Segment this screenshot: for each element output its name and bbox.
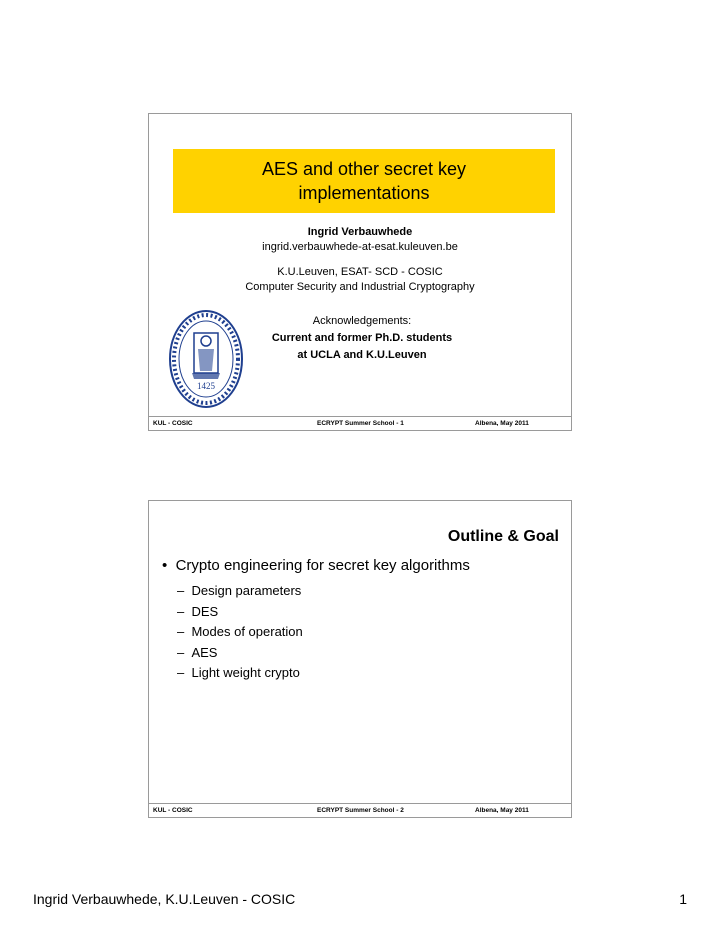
slide-1-footer-left: KUL - COSIC xyxy=(153,420,193,427)
list-item: – Light weight crypto xyxy=(177,665,300,680)
slide-2-footer-divider xyxy=(149,803,571,804)
slide-1 xyxy=(148,113,572,431)
author-email: ingrid.verbauwhede-at-esat.kuleuven.be xyxy=(262,241,458,253)
slide-2-bullet-text: Crypto engineering for secret key algorithms xyxy=(175,557,470,574)
list-item: – DES xyxy=(177,603,219,619)
slide-1-footer-right: Albena, May 2011 xyxy=(475,420,529,427)
affiliation-line-1: K.U.Leuven, ESAT- SCD - COSIC xyxy=(277,266,443,278)
page-footer-author: Ingrid Verbauwhede, K.U.Leuven - COSIC xyxy=(33,891,296,907)
ack-line-1: Current and former Ph.D. students xyxy=(271,332,453,344)
ack-heading: Acknowledgements: xyxy=(312,315,412,327)
bullet-icon: • xyxy=(162,557,176,574)
slide-1-footer-divider xyxy=(149,416,571,417)
slide-1-title-line-1: AES and other secret key xyxy=(261,159,467,179)
list-item: – Modes of operation xyxy=(177,624,303,639)
slide-2-footer-middle: ECRYPT Summer School - 2 xyxy=(317,807,404,814)
slide-2-footer-left: KUL - COSIC xyxy=(153,807,193,814)
affiliation-line-2: Computer Security and Industrial Cryptography xyxy=(245,281,475,293)
list-item: – AES xyxy=(177,644,218,660)
slide-1-title-line-2: implementations xyxy=(298,183,430,203)
slide-2-bullet xyxy=(162,557,470,574)
seal-year: 1425 xyxy=(197,381,215,391)
slide-2-footer-right: Albena, May 2011 xyxy=(475,807,529,814)
university-seal-icon xyxy=(168,309,244,409)
slide-2-title: Outline & Goal xyxy=(447,528,559,545)
page-number: 1 xyxy=(679,891,687,907)
author-name: Ingrid Verbauwhede xyxy=(307,226,413,238)
list-item: – Design parameters xyxy=(177,583,302,598)
slide-1-footer-middle: ECRYPT Summer School - 1 xyxy=(317,420,404,427)
slide-2-sub-list xyxy=(177,581,303,684)
slide-1-title-box xyxy=(173,149,555,213)
slide-2 xyxy=(148,500,572,818)
ack-line-2: at UCLA and K.U.Leuven xyxy=(297,349,427,361)
